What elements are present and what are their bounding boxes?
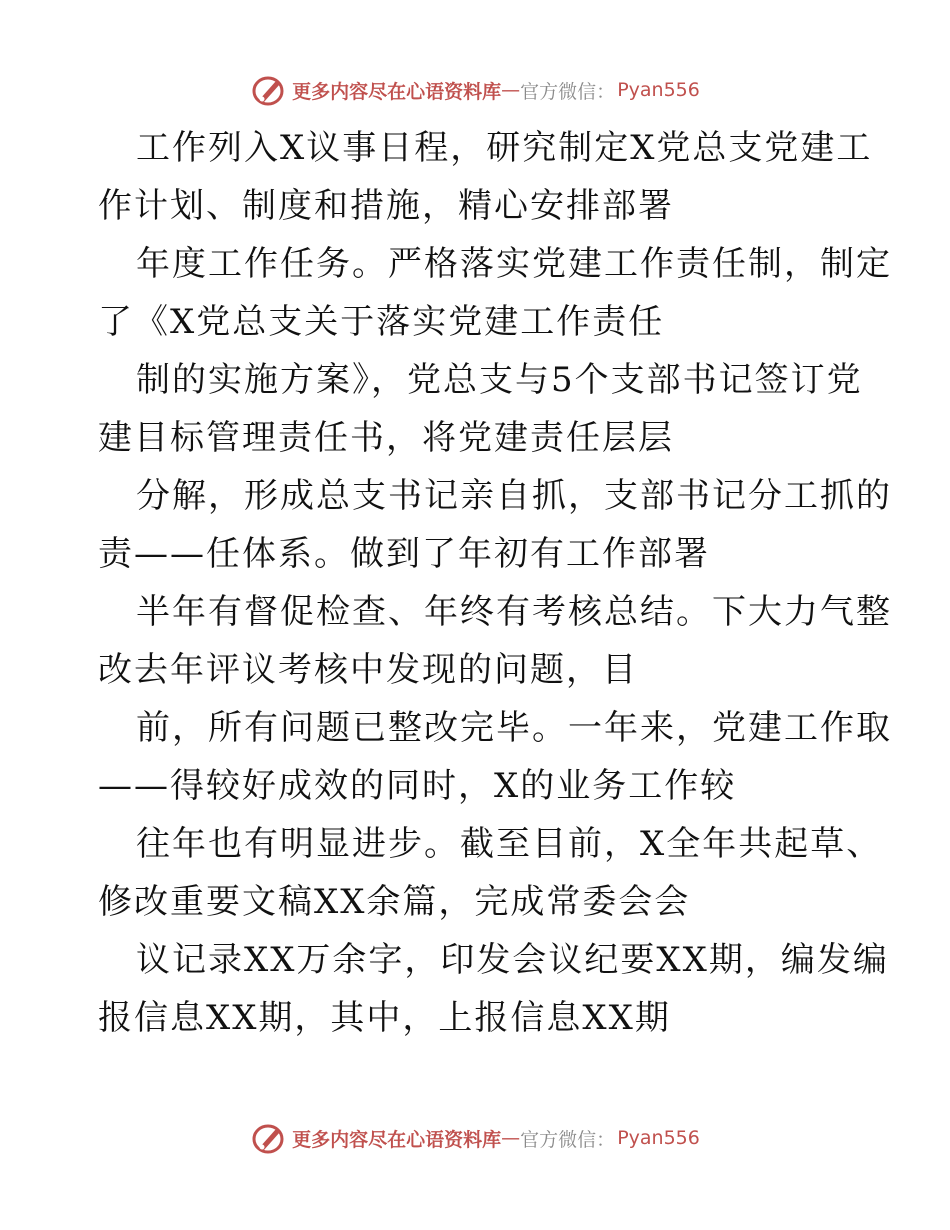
text-line: 半年有督促检查、年终有考核总结。下大力气整 bbox=[136, 592, 892, 632]
text-line: 修改重要文稿XX余篇，完成常委会会 bbox=[98, 882, 691, 922]
watermark-wechat-label: 官方微信： bbox=[520, 80, 616, 103]
text-line: 年度工作任务。严格落实党建工作责任制，制定 bbox=[136, 244, 892, 284]
text-line: 作计划、制度和措施，精心安排部署 bbox=[98, 186, 674, 226]
pen-logo-icon bbox=[250, 1121, 288, 1155]
text-line: 往年也有明显进步。截至目前，X全年共起草、 bbox=[136, 824, 883, 864]
text-line: ——得较好成效的同时，X的业务工作较 bbox=[98, 766, 737, 806]
watermark-wechat-label: 官方微信： bbox=[520, 1128, 616, 1151]
header-watermark bbox=[0, 70, 950, 110]
text-line: 议记录XX万余字，印发会议纪要XX期，编发编 bbox=[136, 940, 889, 980]
text-line: 制的实施方案》，党总支与5个支部书记签订党 bbox=[136, 360, 863, 400]
text-line: 建目标管理责任书，将党建责任层层 bbox=[98, 418, 674, 458]
watermark-dash: — bbox=[501, 1127, 521, 1149]
footer-watermark bbox=[0, 1118, 950, 1158]
watermark-wechat-id: Pyan556 bbox=[617, 1127, 700, 1149]
text-line: 分解，形成总支书记亲自抓，支部书记分工抓的 bbox=[136, 476, 892, 516]
text-line: 报信息XX期，其中，上报信息XX期 bbox=[98, 998, 671, 1038]
text-line: 前，所有问题已整改完毕。一年来，党建工作取 bbox=[136, 708, 892, 748]
text-line: 了《X党总支关于落实党建工作责任 bbox=[98, 302, 665, 342]
watermark-slogan: 更多内容尽在心语资料库 bbox=[292, 1128, 502, 1151]
watermark-dash: — bbox=[501, 79, 521, 101]
text-line: 工作列入X议事日程，研究制定X党总支党建工 bbox=[136, 128, 873, 168]
watermark-wechat-id: Pyan556 bbox=[617, 79, 700, 101]
text-line: 责——任体系。做到了年初有工作部署 bbox=[98, 534, 710, 574]
watermark-slogan: 更多内容尽在心语资料库 bbox=[292, 80, 502, 103]
pen-logo-icon bbox=[250, 73, 288, 107]
text-line: 改去年评议考核中发现的问题，目 bbox=[98, 650, 638, 690]
